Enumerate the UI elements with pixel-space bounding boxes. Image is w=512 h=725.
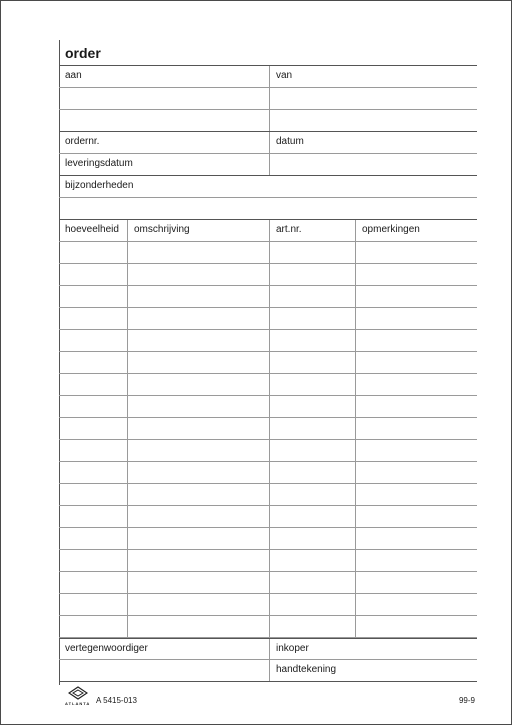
artnr-cell[interactable] bbox=[269, 440, 355, 461]
form-code: A 5415-013 bbox=[96, 696, 137, 705]
table-row bbox=[59, 528, 477, 550]
omschrijving-cell[interactable] bbox=[127, 330, 269, 351]
table-row bbox=[59, 396, 477, 418]
hoeveelheid-cell[interactable] bbox=[59, 550, 127, 571]
opmerkingen-cell[interactable] bbox=[355, 374, 477, 395]
col-hoeveelheid: hoeveelheid bbox=[65, 224, 119, 235]
omschrijving-cell[interactable] bbox=[127, 308, 269, 329]
artnr-cell[interactable] bbox=[269, 352, 355, 373]
aan-label: aan bbox=[65, 70, 82, 81]
opmerkingen-cell[interactable] bbox=[355, 418, 477, 439]
artnr-cell[interactable] bbox=[269, 484, 355, 505]
ordernr-label: ordernr. bbox=[65, 136, 100, 147]
row-aan-van bbox=[59, 66, 477, 88]
order-form bbox=[59, 40, 477, 682]
hoeveelheid-cell[interactable] bbox=[59, 418, 127, 439]
table-row bbox=[59, 506, 477, 528]
opmerkingen-cell[interactable] bbox=[355, 396, 477, 417]
table-row bbox=[59, 550, 477, 572]
hoeveelheid-cell[interactable] bbox=[59, 352, 127, 373]
hoeveelheid-cell[interactable] bbox=[59, 330, 127, 351]
hoeveelheid-cell[interactable] bbox=[59, 374, 127, 395]
omschrijving-cell[interactable] bbox=[127, 396, 269, 417]
artnr-cell[interactable] bbox=[269, 528, 355, 549]
artnr-cell[interactable] bbox=[269, 462, 355, 483]
omschrijving-cell[interactable] bbox=[127, 594, 269, 615]
opmerkingen-cell[interactable] bbox=[355, 308, 477, 329]
leveringsdatum-label: leveringsdatum bbox=[65, 158, 133, 169]
hoeveelheid-cell[interactable] bbox=[59, 242, 127, 263]
table-row bbox=[59, 308, 477, 330]
hoeveelheid-cell[interactable] bbox=[59, 308, 127, 329]
datum-label: datum bbox=[269, 132, 477, 153]
table-row bbox=[59, 286, 477, 308]
omschrijving-cell[interactable] bbox=[127, 242, 269, 263]
hoeveelheid-cell[interactable] bbox=[59, 594, 127, 615]
artnr-cell[interactable] bbox=[269, 572, 355, 593]
hoeveelheid-cell[interactable] bbox=[59, 286, 127, 307]
van-field[interactable] bbox=[269, 88, 477, 109]
omschrijving-cell[interactable] bbox=[127, 484, 269, 505]
opmerkingen-cell[interactable] bbox=[355, 594, 477, 615]
table-row bbox=[59, 440, 477, 462]
omschrijving-cell[interactable] bbox=[127, 374, 269, 395]
table-row bbox=[59, 264, 477, 286]
omschrijving-cell[interactable] bbox=[127, 264, 269, 285]
artnr-cell[interactable] bbox=[269, 330, 355, 351]
hoeveelheid-cell[interactable] bbox=[59, 528, 127, 549]
table-row bbox=[59, 594, 477, 616]
table-body bbox=[59, 242, 477, 638]
vertegenwoordiger-field[interactable] bbox=[59, 660, 269, 681]
artnr-cell[interactable] bbox=[269, 506, 355, 527]
omschrijving-cell[interactable] bbox=[127, 286, 269, 307]
table-row bbox=[59, 374, 477, 396]
row-ordernr-datum bbox=[59, 132, 477, 154]
omschrijving-cell[interactable] bbox=[127, 352, 269, 373]
opmerkingen-cell[interactable] bbox=[355, 352, 477, 373]
artnr-cell[interactable] bbox=[269, 396, 355, 417]
table-row bbox=[59, 330, 477, 352]
artnr-cell[interactable] bbox=[269, 242, 355, 263]
opmerkingen-cell[interactable] bbox=[355, 484, 477, 505]
hoeveelheid-cell[interactable] bbox=[59, 616, 127, 637]
omschrijving-cell[interactable] bbox=[127, 550, 269, 571]
omschrijving-cell[interactable] bbox=[127, 616, 269, 637]
atlanta-logo-icon bbox=[68, 686, 88, 700]
opmerkingen-cell[interactable] bbox=[355, 550, 477, 571]
brand-name: ATLANTA bbox=[65, 701, 91, 706]
col-omschrijving: omschrijving bbox=[127, 220, 269, 241]
artnr-cell[interactable] bbox=[269, 286, 355, 307]
table-header bbox=[59, 220, 477, 242]
artnr-cell[interactable] bbox=[269, 550, 355, 571]
hoeveelheid-cell[interactable] bbox=[59, 264, 127, 285]
bijzonderheden-field[interactable] bbox=[59, 198, 477, 219]
address-row bbox=[59, 110, 477, 132]
row-bijzonderheden bbox=[59, 176, 477, 198]
bijzonderheden-field-row bbox=[59, 198, 477, 220]
van-label: van bbox=[269, 66, 477, 87]
atlanta-logo bbox=[65, 686, 91, 708]
omschrijving-cell[interactable] bbox=[127, 528, 269, 549]
omschrijving-cell[interactable] bbox=[127, 440, 269, 461]
leveringsdatum-extra-field[interactable] bbox=[269, 154, 477, 175]
hoeveelheid-cell[interactable] bbox=[59, 484, 127, 505]
omschrijving-cell[interactable] bbox=[127, 572, 269, 593]
row-vertegenwoordiger bbox=[59, 638, 477, 660]
artnr-cell[interactable] bbox=[269, 264, 355, 285]
row-leveringsdatum bbox=[59, 154, 477, 176]
van-field[interactable] bbox=[269, 110, 477, 131]
omschrijving-cell[interactable] bbox=[127, 462, 269, 483]
hoeveelheid-cell[interactable] bbox=[59, 462, 127, 483]
handtekening-label: handtekening bbox=[269, 660, 477, 681]
bijzonderheden-label: bijzonderheden bbox=[65, 180, 134, 191]
hoeveelheid-cell[interactable] bbox=[59, 572, 127, 593]
omschrijving-cell[interactable] bbox=[127, 418, 269, 439]
col-artnr: art.nr. bbox=[269, 220, 355, 241]
artnr-cell[interactable] bbox=[269, 308, 355, 329]
opmerkingen-cell[interactable] bbox=[355, 506, 477, 527]
vertegenwoordiger-label: vertegenwoordiger bbox=[65, 643, 148, 654]
hoeveelheid-cell[interactable] bbox=[59, 506, 127, 527]
opmerkingen-cell[interactable] bbox=[355, 440, 477, 461]
hoeveelheid-cell[interactable] bbox=[59, 440, 127, 461]
table-row bbox=[59, 418, 477, 440]
opmerkingen-cell[interactable] bbox=[355, 242, 477, 263]
omschrijving-cell[interactable] bbox=[127, 506, 269, 527]
table-row bbox=[59, 484, 477, 506]
opmerkingen-cell[interactable] bbox=[355, 572, 477, 593]
table-row bbox=[59, 616, 477, 638]
page-number: 99-9 bbox=[458, 696, 475, 705]
row-handtekening bbox=[59, 660, 477, 682]
form-footer bbox=[59, 686, 477, 708]
hoeveelheid-cell[interactable] bbox=[59, 396, 127, 417]
opmerkingen-cell[interactable] bbox=[355, 264, 477, 285]
table-row bbox=[59, 572, 477, 594]
artnr-cell[interactable] bbox=[269, 418, 355, 439]
inkoper-label: inkoper bbox=[269, 639, 477, 659]
artnr-cell[interactable] bbox=[269, 374, 355, 395]
col-opmerkingen: opmerkingen bbox=[355, 220, 477, 241]
aan-field[interactable] bbox=[59, 110, 269, 131]
address-row bbox=[59, 88, 477, 110]
table-row bbox=[59, 352, 477, 374]
form-title: order bbox=[59, 40, 477, 66]
aan-field[interactable] bbox=[59, 88, 269, 109]
table-row bbox=[59, 462, 477, 484]
opmerkingen-cell[interactable] bbox=[355, 330, 477, 351]
opmerkingen-cell[interactable] bbox=[355, 462, 477, 483]
artnr-cell[interactable] bbox=[269, 616, 355, 637]
opmerkingen-cell[interactable] bbox=[355, 528, 477, 549]
opmerkingen-cell[interactable] bbox=[355, 616, 477, 637]
artnr-cell[interactable] bbox=[269, 594, 355, 615]
table-row bbox=[59, 242, 477, 264]
opmerkingen-cell[interactable] bbox=[355, 286, 477, 307]
